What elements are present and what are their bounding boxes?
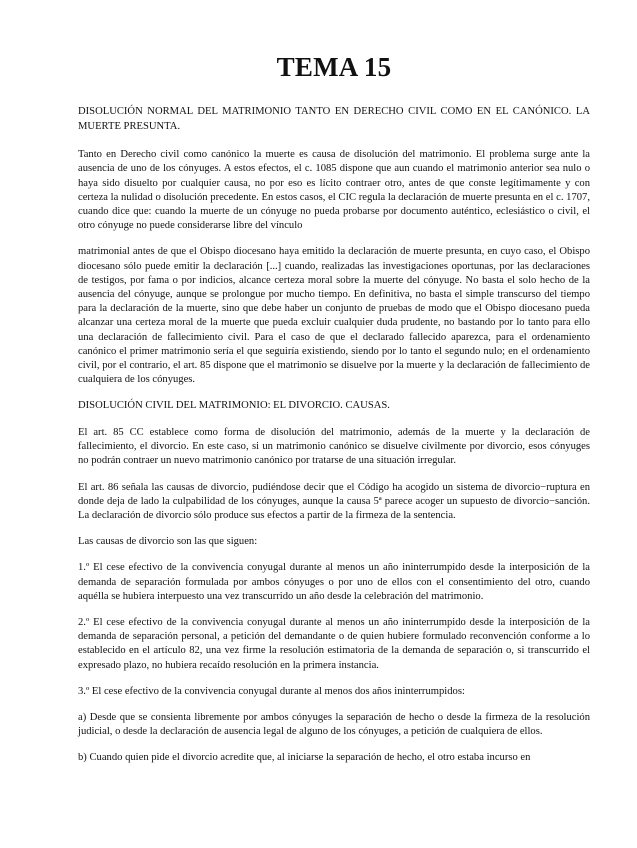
paragraph: El art. 85 CC establece como forma de disolución del matrimonio, además de la muerte y la declaración de fallecimiento, el divorcio. En este caso, si un matrimonio canónico se disuelve civilmente por divorcio, esos cónyuges no podrán contraer un nuevo matrimonio canónico por tratarse de una situación irregular. [78,427,590,467]
list-item: 3.º El cese efectivo de la convivencia conyugal durante al menos dos años ininterrumpidos: [78,685,465,697]
paragraph: matrimonial antes de que el Obispo diocesano haya emitido la declaración de muerte presunta, en cuyo caso, el Obispo diocesano sólo puede emitir la declaración [...] cuando, realizadas las investigaciones oportunas, por las declaraciones de testigos, por fama o por indicios, alcance certeza moral sobre la muerte del cónyuge. No basta el solo hecho de la ausencia del cónyuge, aunque se prolongue por mucho tiempo. En definitiva, no basta el simple transcurso del tiempo para la declaración de la muerte, sino que debe haber un conjunto de pruebas de modo que el Obispo diocesano pueda alcanzar una certeza moral de la muerte que pueda excluir cualquier duda prudente, no bastando por lo tanto para ello una declaración de fallecimiento civil. Para el caso de que el declarado fallecido aparezca, para el ordenamiento canónico el primer matrimonio sería el que seguiría existiendo, siendo por lo tanto el segundo nulo; en el ordenamiento civil, por el contrario, el art. 85 dispone que el matrimonio se disuelve por la muerte y la declaración de fallecimiento de cualquiera de los cónyuges. [78,246,590,386]
paragraph: El art. 86 señala las causas de divorcio, pudiéndose decir que el Código ha acogido un sistema de divorcio−ruptura en donde deja de lado la culpabilidad de los cónyuges, aunque la causa 5ª parece acoger un supuesto de divorcio−sanción. La declaración de divorcio sólo produce sus efectos a partir de la firmeza de la sentencia. [78,481,590,522]
list-item: a) Desde que se consienta libremente por ambos cónyuges la separación de hecho o desde la firmeza de la resolución judicial, o desde la declaración de ausencia legal de alguno de los cónyuges, a petición de cualquiera de ellos. [78,712,590,738]
list-item: b) Cuando quien pide el divorcio acredite que, al iniciarse la separación de hecho, el otro estaba incurso en [78,752,531,764]
list-item: 1.º El cese efectivo de la convivencia conyugal durante al menos un año ininterrumpido desde la interposición de la demanda de separación formulada por ambos cónyuges o por uno de ellos con el consentimiento del otro, cuando aquélla se hubiera interpuesto una vez transcurrido un año desde la celebración del matrimonio. [78,562,590,602]
section-heading: DISOLUCIÓN CIVIL DEL MATRIMONIO: EL DIVORCIO. CAUSAS. [78,400,390,412]
paragraph: Tanto en Derecho civil como canónico la muerte es causa de disolución del matrimonio. El problema surge ante la ausencia de uno de los cónyuges. A estos efectos, el c. 1085 dispone que aun cuando el matrimonio anterior sea nulo o haya sido disuelto por cualquier causa, no por eso es lícito contraer otro, antes de que conste legítimamente y con certeza la nulidad o disolución precedente. En estos casos, el CIC regula la declaración de muerte presunta en el c. 1707, cuando dice que: cuando la muerte de un cónyuge no pueda probarse por documento auténtico, eclesiástico o civil, el otro cónyuge no puede considerarse libre del vínculo [78,149,590,232]
page-title: TEMA 15 [276,52,392,82]
list-item: 2.º El cese efectivo de la convivencia conyugal durante al menos un año ininterrumpido desde la interposición de la demanda de separación personal, a petición del demandante o de quien hubiere formulado reconvención conforme a lo establecido en el artículo 82, una vez firme la resolución estimatoria de la demanda de separación o, si transcurrido el expresado plazo, no hubiera recaído resolución en la primera instancia. [78,617,590,671]
section-heading: DISOLUCIÓN NORMAL DEL MATRIMONIO TANTO EN DERECHO CIVIL COMO EN EL CANÓNICO. LA MUERTE PRESUNTA. [78,106,590,132]
paragraph: Las causas de divorcio son las que siguen: [78,536,258,548]
